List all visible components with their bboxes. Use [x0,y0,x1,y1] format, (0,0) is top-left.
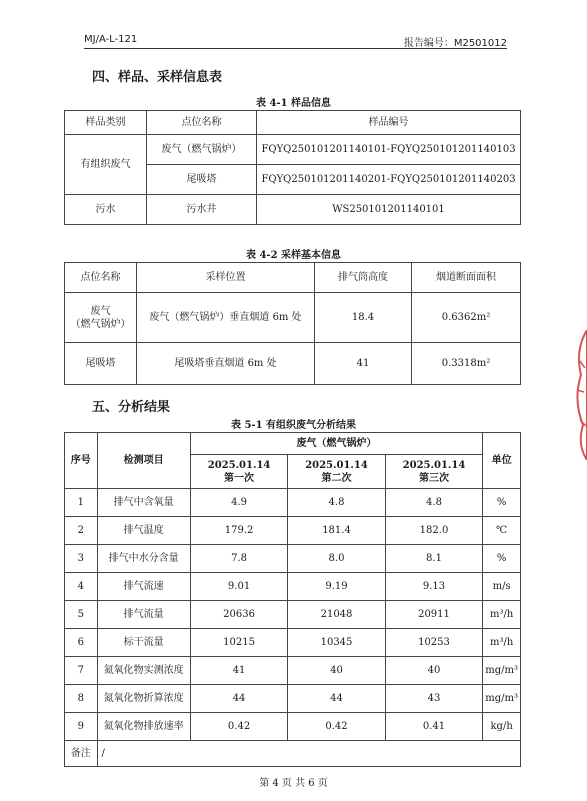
run-date: 2025.01.14 [305,459,368,471]
height-cell: 18.4 [315,293,412,343]
row-item: 排气温度 [97,517,190,545]
row-value-1: 10215 [190,629,287,657]
row-no: 1 [65,489,98,517]
row-item: 排气流量 [97,601,190,629]
row-unit: kg/h [483,713,521,741]
category-cell: 有组织废气 [65,135,147,195]
table-row [65,517,521,545]
row-value-3: 182.0 [385,517,483,545]
table-row [65,685,521,713]
row-item: 氮氧化物实测浓度 [97,657,190,685]
row-value-2: 10345 [288,629,385,657]
row-value-1: 9.01 [190,573,287,601]
row-value-3: 8.1 [385,545,483,573]
position-cell: 废气（燃气锅炉）垂直烟道 6m 处 [137,293,315,343]
row-no: 3 [65,545,98,573]
row-value-3: 10253 [385,629,483,657]
run-date: 2025.01.14 [402,459,466,471]
header-cell: 排气筒高度 [315,263,412,293]
row-value-2: 4.8 [288,489,385,517]
row-no: 6 [65,629,98,657]
run-label: 第一次 [224,472,255,484]
row-value-2: 40 [288,657,385,685]
row-unit: mg/m³ [483,685,521,713]
stamp-mark [577,330,587,460]
header-cell: 采样位置 [137,263,315,293]
run-header-3 [385,455,483,489]
row-item: 排气流速 [97,573,190,601]
category-cell: 污水 [65,195,147,225]
header-cell: 点位名称 [65,263,137,293]
header-cell: 点位名称 [147,111,257,135]
row-value-3: 20911 [385,601,483,629]
row-item: 氮氧化物折算浓度 [97,685,190,713]
row-item: 排气中水分含量 [97,545,190,573]
section-5-title: 五、分析结果 [92,400,171,415]
row-value-1: 179.2 [190,517,287,545]
header-cell: 样品类别 [65,111,147,135]
row-value-2: 9.19 [288,573,385,601]
row-unit: % [483,545,521,573]
row-value-3: 40 [385,657,483,685]
row-item: 排气中含氧量 [97,489,190,517]
seq-header: 序号 [65,433,98,489]
row-unit: m³/h [483,601,521,629]
area-cell: 0.6362m² [412,293,521,343]
height-cell: 41 [315,343,412,385]
page-footer: 第 4 页 共 6 页 [259,778,328,789]
seal-stamp-edge [569,330,587,460]
row-value-1: 7.8 [190,545,287,573]
row-value-3: 0.41 [385,713,483,741]
header-cell: 样品编号 [257,111,521,135]
report-number: 报告编号：M2501012 [403,38,507,49]
position-cell: 尾吸塔垂直烟道 6m 处 [137,343,315,385]
row-unit: m/s [483,573,521,601]
note-value: / [97,741,521,767]
row-no: 9 [65,713,98,741]
row-unit: mg/m³ [483,657,521,685]
row-item: 氮氧化物排放速率 [97,713,190,741]
table-row [65,545,521,573]
table-row [65,489,521,517]
row-no: 7 [65,657,98,685]
table-row [65,657,521,685]
row-value-1: 44 [190,685,287,713]
group-header: 废气（燃气锅炉） [190,433,482,455]
row-no: 4 [65,573,98,601]
row-value-2: 21048 [288,601,385,629]
row-value-2: 0.42 [288,713,385,741]
sample-info-table [64,110,521,225]
row-value-2: 44 [288,685,385,713]
row-item: 标干流量 [97,629,190,657]
row-value-3: 9.13 [385,573,483,601]
doc-code: MJ/A-L-121 [84,34,138,45]
table-row [65,713,521,741]
row-no: 5 [65,601,98,629]
note-label: 备注 [65,741,98,767]
row-value-1: 4.9 [190,489,287,517]
sample-code-cell: FQYQ250101201140201-FQYQ250101201140203 [257,165,521,195]
table-5-1-caption: 表 5-1 有组织废气分析结果 [230,420,357,431]
sampling-info-table [64,262,521,385]
run-header-2 [288,455,385,489]
table-row [65,629,521,657]
sample-code-cell: FQYQ250101201140101-FQYQ250101201140103 [257,135,521,165]
row-value-3: 4.8 [385,489,483,517]
header-cell: 烟道断面面积 [412,263,521,293]
analysis-results-table [64,432,521,767]
row-unit: % [483,489,521,517]
row-value-1: 20636 [190,601,287,629]
point-name-line2: （燃气锅炉） [70,318,131,330]
row-no: 8 [65,685,98,713]
row-value-1: 0.42 [190,713,287,741]
header-divider [84,48,507,49]
table-4-1-caption: 表 4-1 样品信息 [255,98,332,109]
sample-code-cell: WS250101201140101 [257,195,521,225]
row-unit: ℃ [483,517,521,545]
point-cell: 污水井 [147,195,257,225]
unit-header: 单位 [483,433,521,489]
run-date: 2025.01.14 [207,459,271,471]
point-cell: 废气（燃气锅炉） [147,135,257,165]
table-4-2-caption: 表 4-2 采样基本信息 [245,250,342,261]
run-label: 第三次 [418,472,449,484]
area-cell: 0.3318m² [412,343,521,385]
point-name-cell: 尾吸塔 [65,343,137,385]
section-4-title: 四、样品、采样信息表 [92,70,223,85]
point-cell: 尾吸塔 [147,165,257,195]
run-label: 第二次 [321,472,352,484]
table-row [65,573,521,601]
row-no: 2 [65,517,98,545]
row-value-2: 8.0 [288,545,385,573]
item-header: 检测项目 [97,433,190,489]
row-value-2: 181.4 [288,517,385,545]
row-value-3: 43 [385,685,483,713]
run-header-1 [190,455,287,489]
point-name-cell [65,293,137,343]
point-name-line1: 废气 [90,305,111,317]
row-value-1: 41 [190,657,287,685]
table-row [65,601,521,629]
row-unit: m³/h [483,629,521,657]
note-row [65,741,521,767]
